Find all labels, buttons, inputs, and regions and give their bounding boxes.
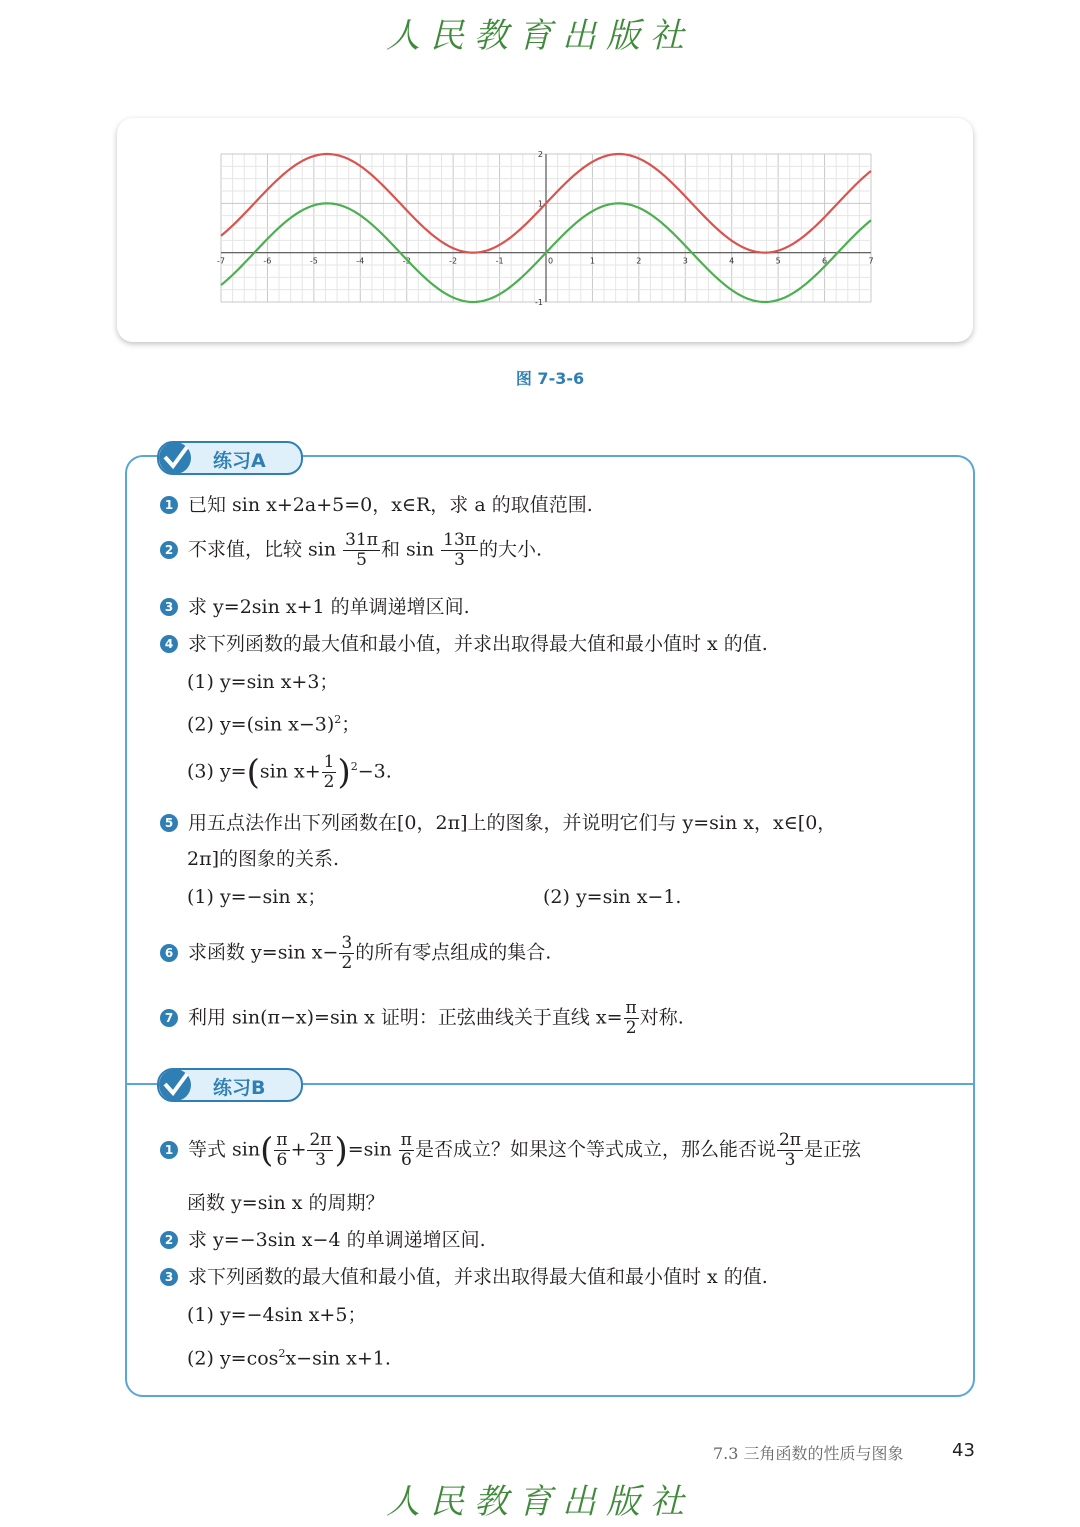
question-a2: 2 不求值，比较 sin $\frac{31\pi}{5}$ 和 sin $\frac{13\pi}{3}$ 的大小. <box>160 531 542 570</box>
y-tick-label: 2 <box>537 150 543 159</box>
figure-card <box>117 118 973 342</box>
origin-label: 0 <box>548 256 554 266</box>
x-tick-label: -6 <box>263 256 272 266</box>
question-a4-part3: (3) y=(sin x+ $\frac{1}{2}$ )$^2$−3. <box>187 752 392 793</box>
practice-a-tab <box>157 441 303 475</box>
check-icon <box>157 1066 197 1106</box>
question-a5: 5 用五点法作出下列函数在[0，2π]上的图象，并说明它们与 y=sin x，x∈[0， <box>160 810 836 836</box>
figure-caption: 图 7-3-6 <box>515 369 585 388</box>
x-tick-label: -5 <box>309 256 318 266</box>
publisher-watermark-bottom: 人民教育出版社 <box>386 1482 694 1522</box>
question-b3-part1: (1) y=−4sin x+5； <box>187 1304 367 1326</box>
x-tick-label: -3 <box>402 256 411 266</box>
question-a5-part1: (1) y=−sin x； <box>187 886 327 908</box>
x-tick-label: -2 <box>449 256 458 266</box>
x-tick-label: 3 <box>682 256 688 266</box>
x-tick-label: -7 <box>217 256 225 266</box>
x-tick-label: 5 <box>775 256 781 266</box>
question-b2: 2 求 y=−3sin x−4 的单调递增区间. <box>160 1227 486 1253</box>
practice-b-tab <box>157 1068 303 1102</box>
y-tick-label: 1 <box>537 199 543 209</box>
question-a5-part2: (2) y=sin x−1. <box>543 886 682 908</box>
x-tick-label: 7 <box>868 256 874 266</box>
practice-b-title: 练习B <box>213 1077 266 1099</box>
x-tick-label: -4 <box>356 256 365 266</box>
question-a3: 3 求 y=2sin x+1 的单调递增区间. <box>160 594 470 620</box>
question-a4: 4 求下列函数的最大值和最小值，并求出取得最大值和最小值时 x 的值. <box>160 631 768 657</box>
check-icon <box>157 439 197 479</box>
question-a1: 1 已知 sin x+2a+5=0，x∈R，求 a 的取值范围. <box>160 492 593 518</box>
x-tick-label: -1 <box>495 256 504 266</box>
question-b1: 1 等式 sin( $\frac{\pi}{6}$ + $\frac{2\pi}{3}$ )=sin $\frac{\pi}{6}$ 是否成立？如果这个等式成立，那么能否说 $\frac{2\pi}{3}$ 是正弦 <box>160 1131 861 1170</box>
footer-section: 7.3 三角函数的性质与图象 <box>713 1444 904 1463</box>
question-b3-part2: (2) $y=\cos^2x-\sin$ x+1. <box>187 1347 391 1370</box>
page-number: 43 <box>952 1440 975 1461</box>
x-tick-label: 6 <box>822 256 828 266</box>
x-tick-label: 4 <box>729 256 735 266</box>
sine-chart <box>117 118 973 342</box>
y-tick-label: -1 <box>535 298 543 307</box>
question-a6: 6 求函数 y=sin x− $\frac{3}{2}$ 的所有零点组成的集合. <box>160 934 551 973</box>
question-b1-line2: 函数 y=sin x 的周期？ <box>187 1192 385 1214</box>
question-a5-line2: 2π]的图象的关系. <box>187 848 340 870</box>
question-b3: 3 求下列函数的最大值和最小值，并求出取得最大值和最小值时 x 的值. <box>160 1264 768 1290</box>
practice-a-title: 练习A <box>213 450 266 472</box>
publisher-watermark-top: 人民教育出版社 <box>386 16 694 56</box>
question-a7: 7 利用 sin(π−x)=sin x 证明：正弦曲线关于直线 x= $\frac{\pi}{2}$ 对称. <box>160 999 684 1038</box>
x-tick-label: 2 <box>636 256 642 266</box>
question-a4-part1: (1) y=sin x+3； <box>187 671 339 693</box>
x-tick-label: 1 <box>589 256 595 266</box>
question-a4-part2: (2) y=(sin x−3)$^2$； <box>187 713 361 736</box>
